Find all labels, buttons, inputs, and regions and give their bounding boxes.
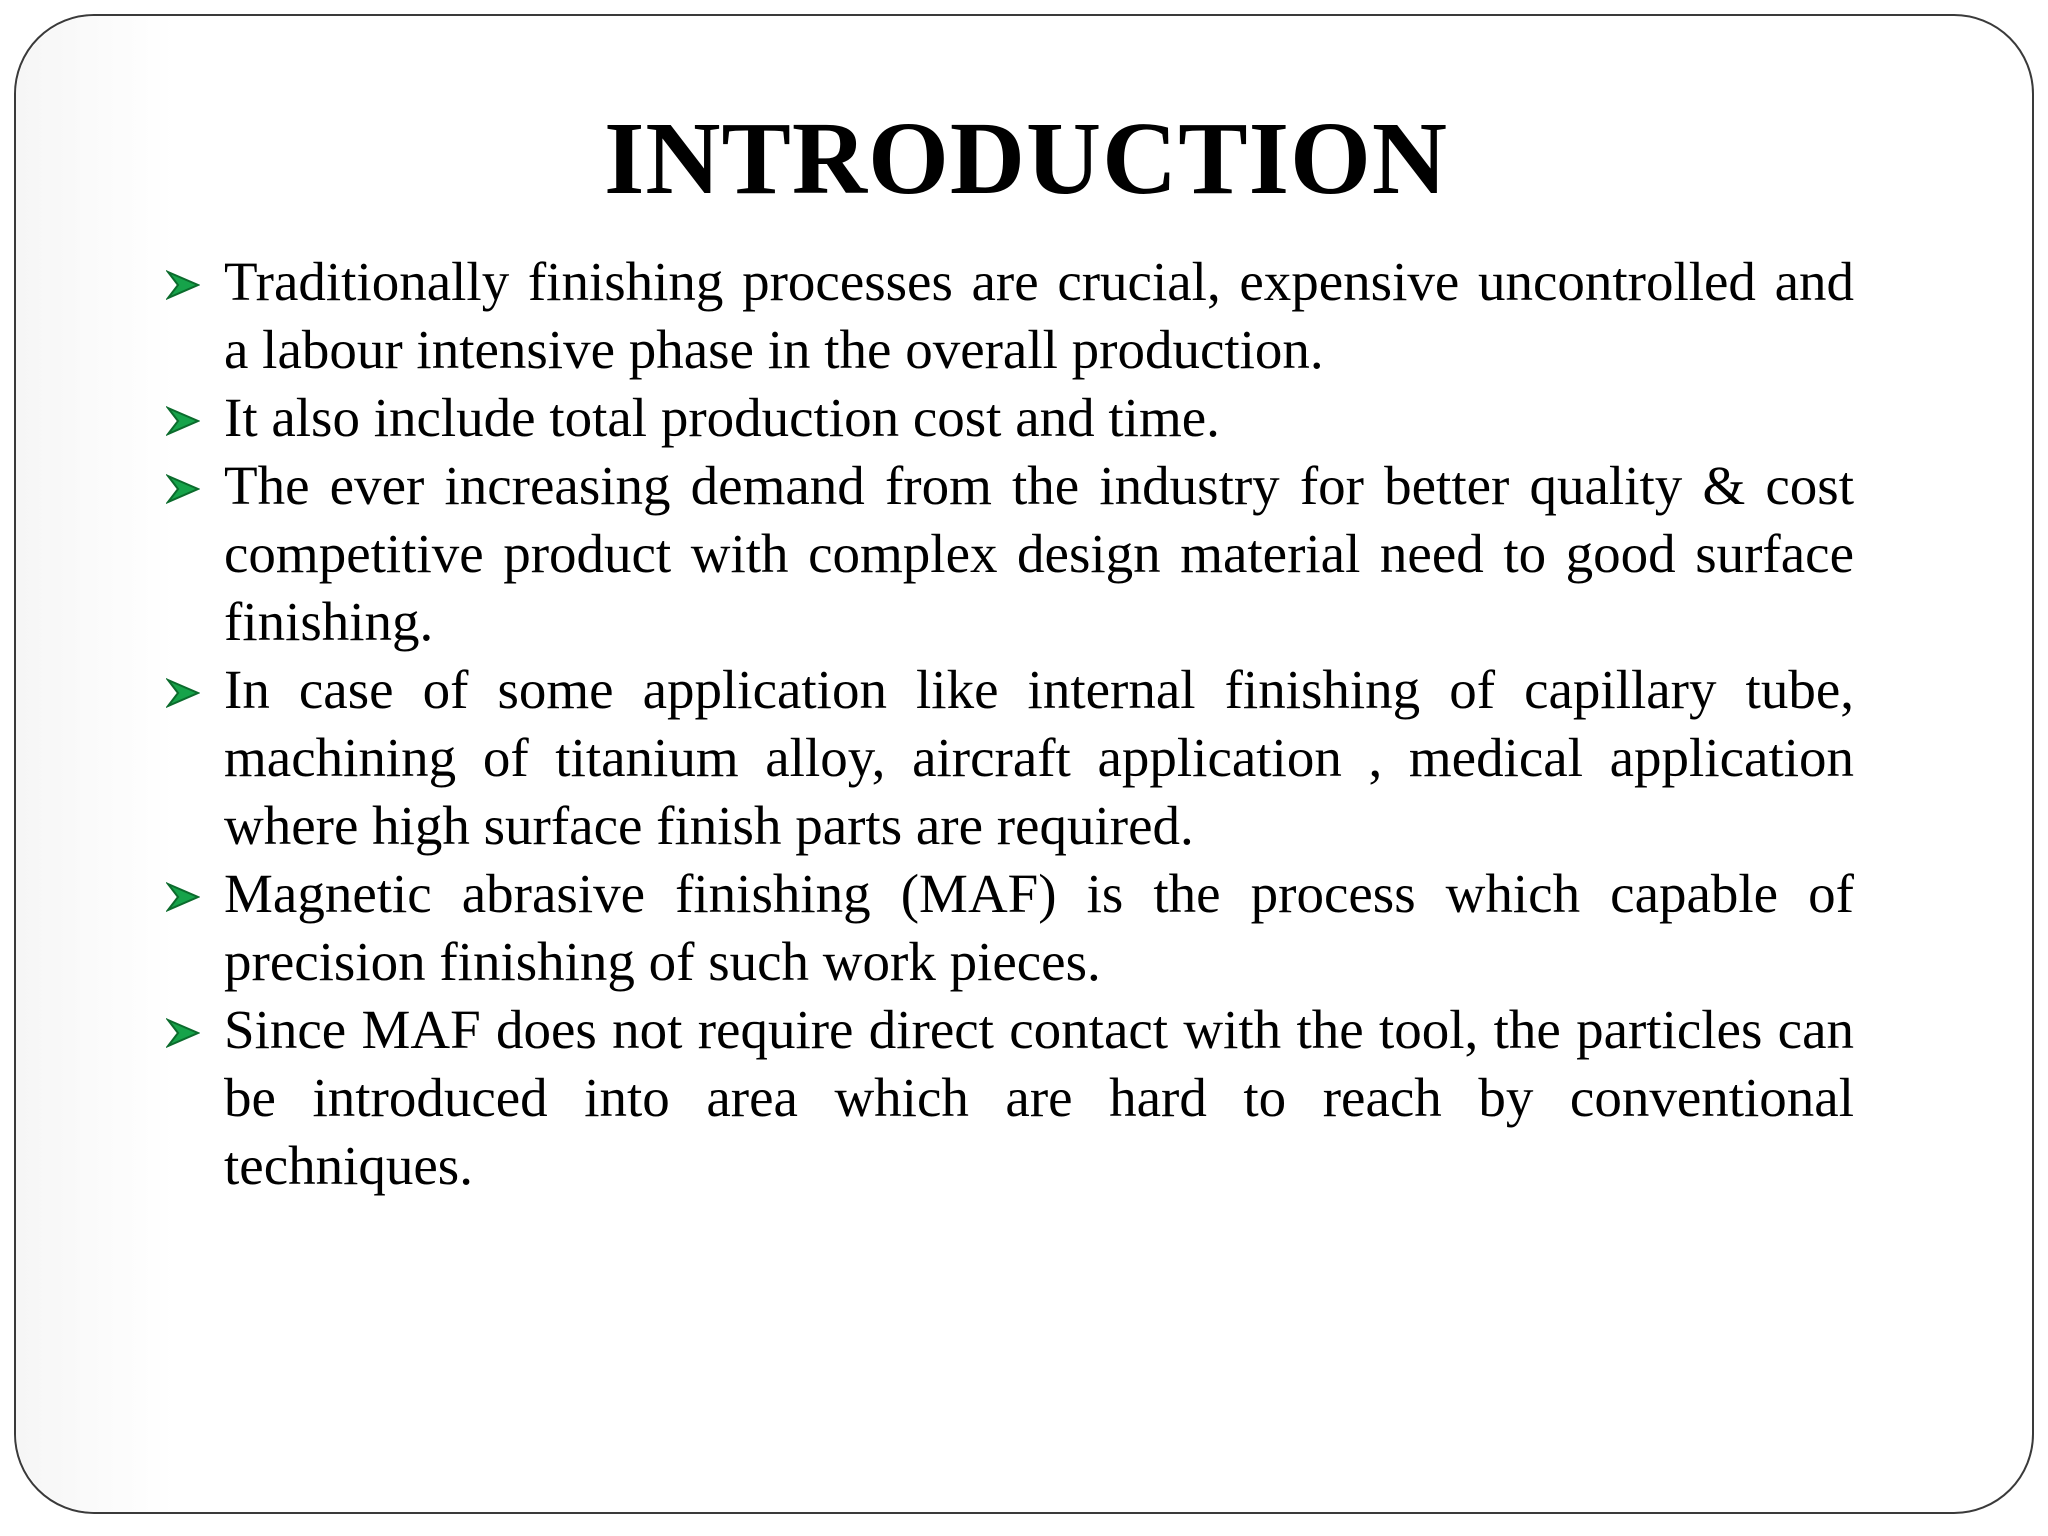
green-arrowhead-icon bbox=[166, 270, 200, 300]
bullet-item bbox=[224, 860, 1854, 996]
slide-background-band bbox=[16, 16, 176, 1512]
bullet-item bbox=[224, 656, 1854, 860]
bullet-list bbox=[224, 248, 1854, 1200]
bullet-item bbox=[224, 996, 1854, 1200]
bullet-text: The ever increasing demand from the industry for better quality & cost competitive product with complex design material need to good surface finishing. bbox=[224, 455, 1854, 652]
green-arrowhead-icon bbox=[166, 882, 200, 912]
bullet-item bbox=[224, 248, 1854, 384]
bullet-text: Traditionally finishing processes are crucial, expensive uncontrolled and a labour intensive phase in the overall production. bbox=[224, 251, 1854, 380]
bullet-item bbox=[224, 452, 1854, 656]
bullet-text: In case of some application like internal finishing of capillary tube, machining of titanium alloy, aircraft application , medical application where high surface finish parts are required. bbox=[224, 659, 1854, 856]
bullet-text: Magnetic abrasive finishing (MAF) is the process which capable of precision finishing of such work pieces. bbox=[224, 863, 1854, 992]
green-arrowhead-icon bbox=[166, 1018, 200, 1048]
slide-title: INTRODUCTION bbox=[603, 101, 1449, 216]
green-arrowhead-icon bbox=[166, 678, 200, 708]
green-arrowhead-icon bbox=[166, 474, 200, 504]
bullet-item bbox=[224, 384, 1854, 452]
green-arrowhead-icon bbox=[166, 406, 200, 436]
bullet-text: Since MAF does not require direct contact with the tool, the particles can be introduced into area which are hard to reach by conventional techniques. bbox=[224, 999, 1854, 1196]
bullet-text: It also include total production cost and time. bbox=[224, 387, 1220, 448]
slide-frame bbox=[14, 14, 2034, 1514]
